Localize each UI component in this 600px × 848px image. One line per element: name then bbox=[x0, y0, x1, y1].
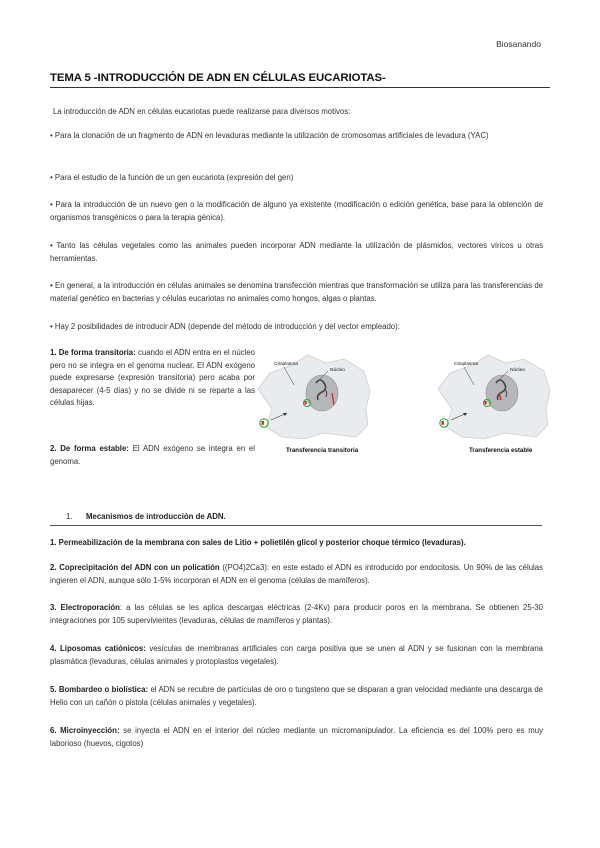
method-4-text: vesículas de membranas artificiales con carga positiva que se unen al ADN y se fusionan con la membrana plasmática (levaduras, células animales y protoplastos vegetales). bbox=[50, 644, 543, 666]
section-title: Mecanismos de introducción de ADN. bbox=[86, 512, 226, 521]
label-nucleus: Núcleo bbox=[510, 368, 525, 373]
caption-stable: Transferencia estable bbox=[469, 447, 533, 454]
transient-transfer-diagram bbox=[252, 353, 372, 443]
label-cytoplasm: Citoplasma bbox=[454, 362, 478, 367]
method-3-text: : a las células se les aplica descargas eléctricas (2-4Kv) para producir poros en la membrana. Se obtienen 25-30 integraciones por 105 supervivientes (levaduras, células de mamíferos y plantas). bbox=[50, 603, 543, 625]
method-4-label: 4. Liposomas catiónicos: bbox=[50, 644, 146, 653]
method-6-text: se inyecta el ADN en el interior del núcleo mediante un micromanipulador. La eficiencia es del 100% pero es muy laborioso (huevos, cigotos) bbox=[50, 726, 543, 748]
method-5 bbox=[50, 684, 543, 709]
label-nucleus: Núcleo bbox=[330, 368, 345, 373]
method-1 bbox=[50, 537, 543, 550]
method-4 bbox=[50, 643, 543, 668]
form-stable bbox=[50, 443, 255, 468]
bullet-1: • Para la clonación de un fragmento de ADN en levaduras mediante la utilización de cromosomas artificiales de levadura (YAC) bbox=[50, 131, 489, 140]
section-divider bbox=[50, 525, 542, 526]
bullet-5: • En general, a la introducción en células animales se denomina transfección mientras que transformación se utiliza para las transferencias de material genético en bacterias y células eucariotas no animales como hongos, algas o plantas. bbox=[50, 281, 543, 303]
bullet-3: • Para la introducción de un nuevo gen o la modificación de alguno ya existente (modificación o edición genética, base para la obtención de organismos transgénicos o para la terapia génica). bbox=[50, 200, 543, 222]
form-transient bbox=[50, 347, 255, 410]
form-stable-text: El ADN exógeno se integra en el genoma. bbox=[50, 444, 256, 466]
method-1-label: 1. Permeabilización de la membrana con sales de Litio + polietilén glicol y posterior choque térmico (levaduras). bbox=[50, 538, 466, 547]
method-2-label: 2. Coprecipitación del ADN con un policatión bbox=[50, 563, 220, 572]
method-5-label: 5. Bombardeo o biolística: bbox=[50, 685, 149, 694]
stable-transfer-diagram bbox=[432, 353, 552, 443]
method-5-text: el ADN se recubre de partículas de oro o tungsteno que se disparan a gran velocidad mediante una descarga de Helio con un cañón o pistola (células animales y vegetales). bbox=[50, 685, 543, 707]
form-transient-text: cuando el ADN entra en el núcleo pero no se integra en el genoma nuclear. El ADN exógeno puede expresarse (expresión transitoria) pero acaba por desaparecer (4-5 días) y no se divide ni se reparte a las células hijas. bbox=[50, 348, 255, 408]
form-transient-label: 1. De forma transitoria: bbox=[50, 348, 136, 357]
bullet-6: • Hay 2 posibilidades de introducir ADN (depende del método de introducción y del vector empleado): bbox=[50, 322, 400, 331]
form-stable-label: 2. De forma estable: bbox=[50, 444, 129, 453]
method-3-label: 3. Electroporación bbox=[50, 603, 120, 612]
page-title: TEMA 5 -INTRODUCCIÓN DE ADN EN CÉLULAS EUCARIOTAS- bbox=[50, 72, 550, 88]
bullet-2: • Para el estudio de la función de un gen eucariota (expresión del gen) bbox=[50, 173, 294, 182]
method-3 bbox=[50, 602, 543, 627]
section-number: 1. bbox=[66, 512, 73, 521]
header-brand: Biosanando bbox=[496, 39, 541, 49]
method-2 bbox=[50, 562, 543, 587]
intro-text: La introducción de ADN en células eucariotas puede realizarse para diversos motivos: bbox=[53, 107, 351, 116]
method-6-label: 6. Microinyección: bbox=[50, 726, 120, 735]
method-2-text: ((PO4)2Ca3): en este estado el ADN es introducido por endocitosis. Un 90% de las células ingieren el ADN, aunque sólo 1-5% incorporan el ADN en el genoma (células de mamíferos). bbox=[50, 563, 543, 585]
method-6 bbox=[50, 725, 543, 750]
bullet-4: • Tanto las células vegetales como las animales pueden incorporar ADN mediante la utilización de plásmidos, vectores víricos u otras herramientas. bbox=[50, 241, 543, 263]
section-heading bbox=[66, 512, 226, 521]
label-cytoplasm: Citoplasma bbox=[274, 362, 298, 367]
caption-transient: Transferencia transitoria bbox=[286, 447, 359, 454]
